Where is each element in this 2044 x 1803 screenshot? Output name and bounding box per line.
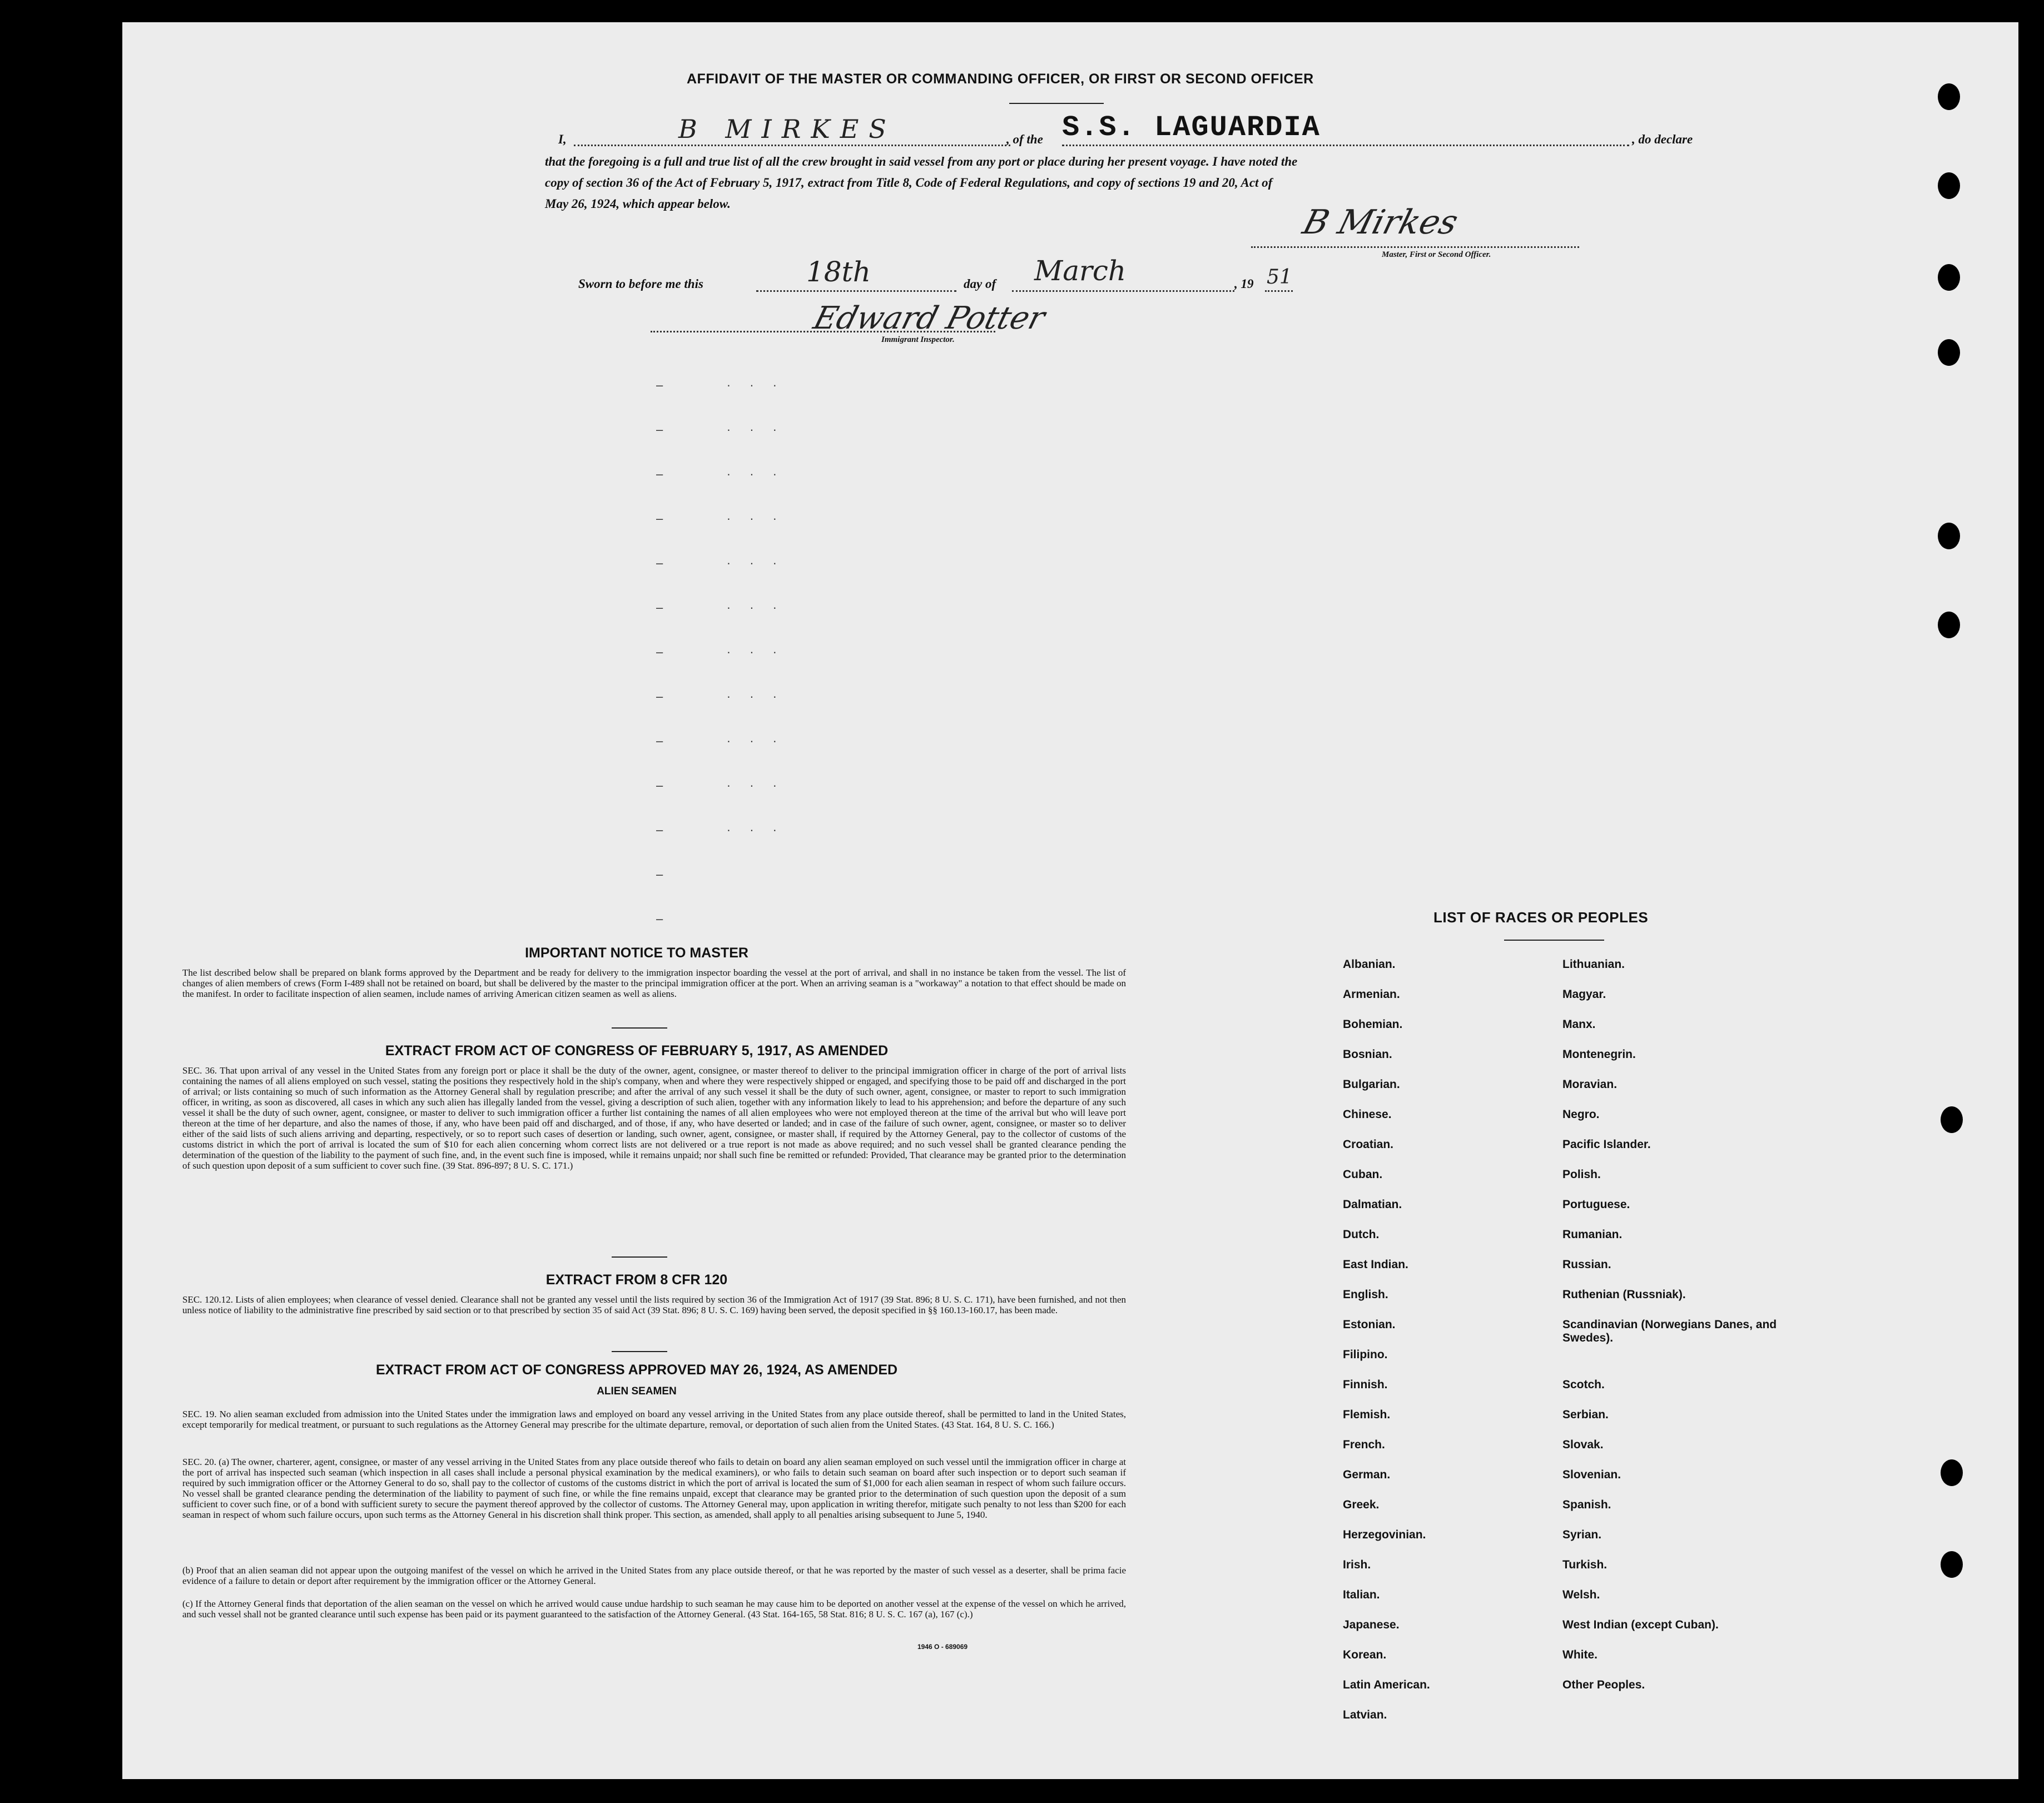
race-item: Syrian. [1562, 1528, 1602, 1541]
race-item: Albanian. [1343, 958, 1396, 971]
race-item: Portuguese. [1562, 1198, 1630, 1211]
race-item: Moravian. [1562, 1078, 1618, 1091]
race-item: Serbian. [1562, 1408, 1609, 1421]
column-mark: – · · · [656, 778, 785, 792]
notice-divider [612, 1027, 667, 1029]
race-item: Estonian. [1343, 1318, 1396, 1331]
binder-hole [1938, 339, 1960, 366]
column-mark: – · · · [656, 600, 785, 614]
race-item: Ruthenian (Russniak). [1562, 1288, 1686, 1301]
race-item: Croatian. [1343, 1138, 1394, 1151]
binder-hole [1941, 1106, 1963, 1133]
column-mark: – · · · [656, 378, 785, 392]
race-item: Korean. [1343, 1648, 1387, 1661]
race-item: Montenegrin. [1562, 1048, 1636, 1061]
inspector-signature: Edward Potter [810, 300, 1049, 336]
year-line [1265, 290, 1293, 292]
do-declare-label: , do declare [1632, 132, 1693, 146]
notice-body: The list described below shall be prepared on blank forms approved by the Department and be ready for delivery to the immigration inspector boarding the vessel at the port of arrival, and shall in no instance be taken from the vessel. The list of changes of alien members of crews (Form I-489 shall not be retained on board, but shall be delivered by the master to the principal immigration officer at the port. When an arriving seaman is a "workaway" a notation to that effect should be made on the manifest. In order to facilitate inspection of alien seamen, include names of arriving American citizen seamen as well as aliens. [182, 967, 1126, 1000]
race-item: Magyar. [1562, 988, 1606, 1001]
race-item: East Indian. [1343, 1258, 1408, 1271]
race-item: Greek. [1343, 1498, 1380, 1511]
race-item: Dalmatian. [1343, 1198, 1402, 1211]
document-page [122, 22, 2018, 1779]
race-item: Finnish. [1343, 1378, 1388, 1391]
sworn-year: 51 [1267, 266, 1292, 289]
extract-cfr-divider [612, 1351, 667, 1352]
binder-hole [1938, 172, 1960, 199]
signature-caption: Master, First or Second Officer. [1382, 250, 1491, 259]
race-item: Irish. [1343, 1558, 1371, 1571]
vessel-line [1062, 145, 1629, 146]
race-item: Chinese. [1343, 1108, 1392, 1121]
race-item: Filipino. [1343, 1348, 1388, 1361]
binder-hole [1938, 83, 1960, 110]
race-item: Spanish. [1562, 1498, 1611, 1511]
binder-hole [1938, 523, 1960, 549]
column-mark: – [656, 867, 671, 881]
title-underline [1009, 103, 1104, 104]
affidavit-line-4: May 26, 1924, which appear below. [545, 197, 731, 211]
column-mark: – · · · [656, 823, 785, 837]
month-line [1012, 290, 1234, 292]
column-mark: – · · · [656, 556, 785, 570]
binder-hole [1941, 1551, 1963, 1578]
sworn-day: 18th [806, 256, 871, 288]
races-right-column [1562, 958, 1796, 1708]
race-item: Latvian. [1343, 1708, 1387, 1721]
race-item: Other Peoples. [1562, 1678, 1645, 1691]
race-item: Flemish. [1343, 1408, 1391, 1421]
day-of-label: day of [964, 277, 996, 291]
race-item: Bohemian. [1343, 1018, 1403, 1031]
race-item: Dutch. [1343, 1228, 1380, 1241]
column-mark: – · · · [656, 467, 785, 481]
column-mark: – · · · [656, 734, 785, 748]
year-prefix-label: , 19 [1234, 277, 1254, 291]
sworn-month: March [1034, 255, 1127, 287]
extract-1917-divider [612, 1256, 667, 1258]
race-item: Scotch. [1562, 1378, 1605, 1391]
inspector-line [651, 331, 995, 332]
binder-hole [1941, 1459, 1963, 1486]
extract-1917-body: SEC. 36. That upon arrival of any vessel in the United States from any foreign port or place it shall be the duty of the owner, agent, consignee, or master thereof to deliver to the principal immigration officer in charge of the port of arrival lists containing the names of all aliens employed on such vessel, stating the positions they respectively hold in the ship's company, when and where they were respectively shipped or engaged, and specifying those to be paid off and discharged in the port of arrival; or lists containing so much of such information as the Attorney General shall by regulation prescribe; and after the arrival of any such vessel it shall be the duty of such owner, agent, consignee, or master to report to such immigration officer, in writing, as soon as discovered, all cases in which any such alien has illegally landed from the vessel, giving a description of such alien, together with any information likely to lead to his apprehension; and before the departure of any such vessel it shall be the duty of such owner, agent, consignee, or master to deliver to such immigration officer a further list containing the names of all alien employees who were not employed thereon at the time of the arrival but who will leave port thereon at the time of her departure, and also the names of those, if any, who have been paid off and discharged, and of those, if any, who have deserted or landed; and in case of the failure of such owner, agent, consignee, or master so to deliver either of the said lists of such aliens arriving and departing, respectively, or so to report such cases of desertion or landing, such owner, agent, consignee, or master shall, if required by the Attorney General, pay to the collector of customs of the customs district in which the port of arrival is located the sum of $10 for each alien concerning whom correct lists are not delivered or a true report is not made as above required; and no such vessel shall be granted clearance pending the determination of the question of the liability to the payment of such fine, and, in the event such fine is imposed, while it remains unpaid; nor shall such fine be remitted or refunded: Provided, That clearance may be granted prior to the determination of such question upon deposit of a sum sufficient to cover such fine. (39 Stat. 896-897; 8 U. S. C. 171.) [182, 1065, 1126, 1171]
race-item: English. [1343, 1288, 1388, 1301]
extract-1924-title: EXTRACT FROM ACT OF CONGRESS APPROVED MAY 26, 1924, AS AMENDED [375, 1362, 898, 1378]
affidavit-title: AFFIDAVIT OF THE MASTER OR COMMANDING OFFICER, OR FIRST OR SECOND OFFICER [687, 71, 1314, 87]
race-item: Russian. [1562, 1258, 1611, 1271]
master-signature: B Mirkes [1298, 203, 1462, 242]
race-item: Pacific Islander. [1562, 1138, 1651, 1151]
extract-1924-sec19: SEC. 19. No alien seaman excluded from admission into the United States under the immigration laws and employed on board any vessel arriving in the United States from any place outside thereof, shall be permitted to land in the United States, except temporarily for medical treatment, or pursuant to such regulations as the Attorney General may prescribe for the ultimate departure, removal, or deportation of such alien from the United States. (43 Stat. 164, 8 U. S. C. 166.) [182, 1409, 1126, 1431]
inspector-caption: Immigrant Inspector. [881, 335, 955, 344]
race-item: Manx. [1562, 1018, 1596, 1031]
race-item: Welsh. [1562, 1588, 1600, 1601]
column-mark: – [656, 912, 671, 926]
race-item: Herzegovinian. [1343, 1528, 1426, 1541]
print-code: 1946 O - 689069 [917, 1643, 968, 1651]
extract-1917-title: EXTRACT FROM ACT OF CONGRESS OF FEBRUARY 5, 1917, AS AMENDED [385, 1043, 889, 1059]
notice-title: IMPORTANT NOTICE TO MASTER [525, 945, 748, 961]
race-item: Slovenian. [1562, 1468, 1621, 1481]
binder-hole [1938, 264, 1960, 291]
affidavit-line-2: that the foregoing is a full and true list of all the crew brought in said vessel from any port or place during her present voyage. I have noted the [545, 155, 1298, 168]
column-mark: – · · · [656, 645, 785, 659]
vessel-name: S.S. LAGUARDIA [1062, 111, 1321, 144]
column-mark: – · · · [656, 511, 785, 525]
master-name-handwritten: B MIRKES [678, 114, 896, 144]
extract-1924-sec20a: SEC. 20. (a) The owner, charterer, agent, consignee, or master of any vessel arriving in the United States from any place outside thereof who fails to detain on board any alien seaman employed on such vessel until the immigration officer in charge at the port of arrival has inspected such seaman (which inspection in all cases shall include a personal physical examination by the medical examiners), or who fails to detain such seaman on board after such inspection or to deport such seaman if required by such immigration officer or the Attorney General to do so, shall pay to the collector of customs of the customs district in which the port of arrival is located the sum of $1,000 for each alien seaman in respect of whom such failure occurs. No vessel shall be granted clearance pending the determination of the liability to payment of such fine, or while the fine remains unpaid, except that clearance may be granted prior to the determination of such question upon the deposit of a sum sufficient to cover such fine, or of a bond with sufficient surety to secure the payment thereof approved by the collector of customs. The Attorney General may, upon application in writing therefor, mitigate such penalty to not less than $200 for each seaman in respect of whom such failure occurs, upon such terms as the Attorney General in his discretion shall think proper. This section, as amended, shall apply to all penalties arising subsequent to June 5, 1940. [182, 1457, 1126, 1521]
race-item: Japanese. [1343, 1618, 1400, 1631]
race-item: Armenian. [1343, 988, 1400, 1001]
name-line [574, 145, 1010, 146]
race-item: Lithuanian. [1562, 958, 1625, 971]
binder-hole [1938, 612, 1960, 638]
races-title: LIST OF RACES OR PEOPLES [1433, 909, 1649, 926]
race-item: Bulgarian. [1343, 1078, 1400, 1091]
column-mark: – · · · [656, 423, 785, 436]
race-item: Italian. [1343, 1588, 1380, 1601]
races-left-column [1343, 958, 1576, 1739]
race-item: White. [1562, 1648, 1598, 1661]
race-item: West Indian (except Cuban). [1562, 1618, 1719, 1631]
extract-cfr-body: SEC. 120.12. Lists of alien employees; when clearance of vessel denied. Clearance shall not be granted any vessel until the lists required by section 36 of the Immigration Act of 1917 (39 Stat. 896; 8 U. S. C. 171), have been furnished, and not then unless notice of liability to the administrative fine prescribed by said section or to that prescribed by section 35 of said Act (39 Stat. 896; 8 U. S. C. 169) having been served, the deposit specified in §§ 160.13-160.17, has been made. [182, 1294, 1126, 1316]
race-item: Turkish. [1562, 1558, 1608, 1571]
races-underline [1504, 940, 1604, 941]
pronoun-label: I, [558, 132, 567, 146]
race-item: German. [1343, 1468, 1391, 1481]
extract-1924-sec20c: (c) If the Attorney General finds that deportation of the alien seaman on the vessel on which he arrived would cause undue hardship to such seaman he may cause him to be deported on another vessel at the expense of the vessel on which he arrived, and such vessel shall not be granted clearance until such expense has been paid or its payment guaranteed to the satisfaction of the Attorney General. (43 Stat. 164-165, 58 Stat. 816; 8 U. S. C. 167 (a), 167 (c).) [182, 1598, 1126, 1620]
day-line [756, 290, 956, 292]
race-item: Cuban. [1343, 1168, 1383, 1181]
signature-line [1251, 246, 1579, 248]
race-item: Slovak. [1562, 1438, 1604, 1451]
extract-cfr-title: EXTRACT FROM 8 CFR 120 [545, 1272, 728, 1288]
affidavit-line-3: copy of section 36 of the Act of February 5, 1917, extract from Title 8, Code of Federal Regulations, and copy of sections 19 and 20, Act of [545, 176, 1273, 190]
race-item: Bosnian. [1343, 1048, 1392, 1061]
race-item: Scandinavian (Norwegians Danes, and Swedes). [1562, 1318, 1777, 1344]
extract-1924-sec20b: (b) Proof that an alien seaman did not appear upon the outgoing manifest of the vessel on which he arrived in the United States from any place outside thereof, or that he was reported by the master of such vessel as a deserter, shall be prima facie evidence of a failure to detain or deport after requirement by the immigration officer or the Attorney General. [182, 1565, 1126, 1587]
sworn-label: Sworn to before me this [578, 277, 703, 291]
extract-1924-subtitle: ALIEN SEAMEN [597, 1385, 677, 1397]
race-item: Latin American. [1343, 1678, 1430, 1691]
race-item: Negro. [1562, 1108, 1600, 1121]
column-mark: – · · · [656, 689, 785, 703]
race-item: Rumanian. [1562, 1228, 1623, 1241]
race-item: French. [1343, 1438, 1385, 1451]
of-the-label: , of the [1006, 132, 1043, 146]
race-item: Polish. [1562, 1168, 1601, 1181]
